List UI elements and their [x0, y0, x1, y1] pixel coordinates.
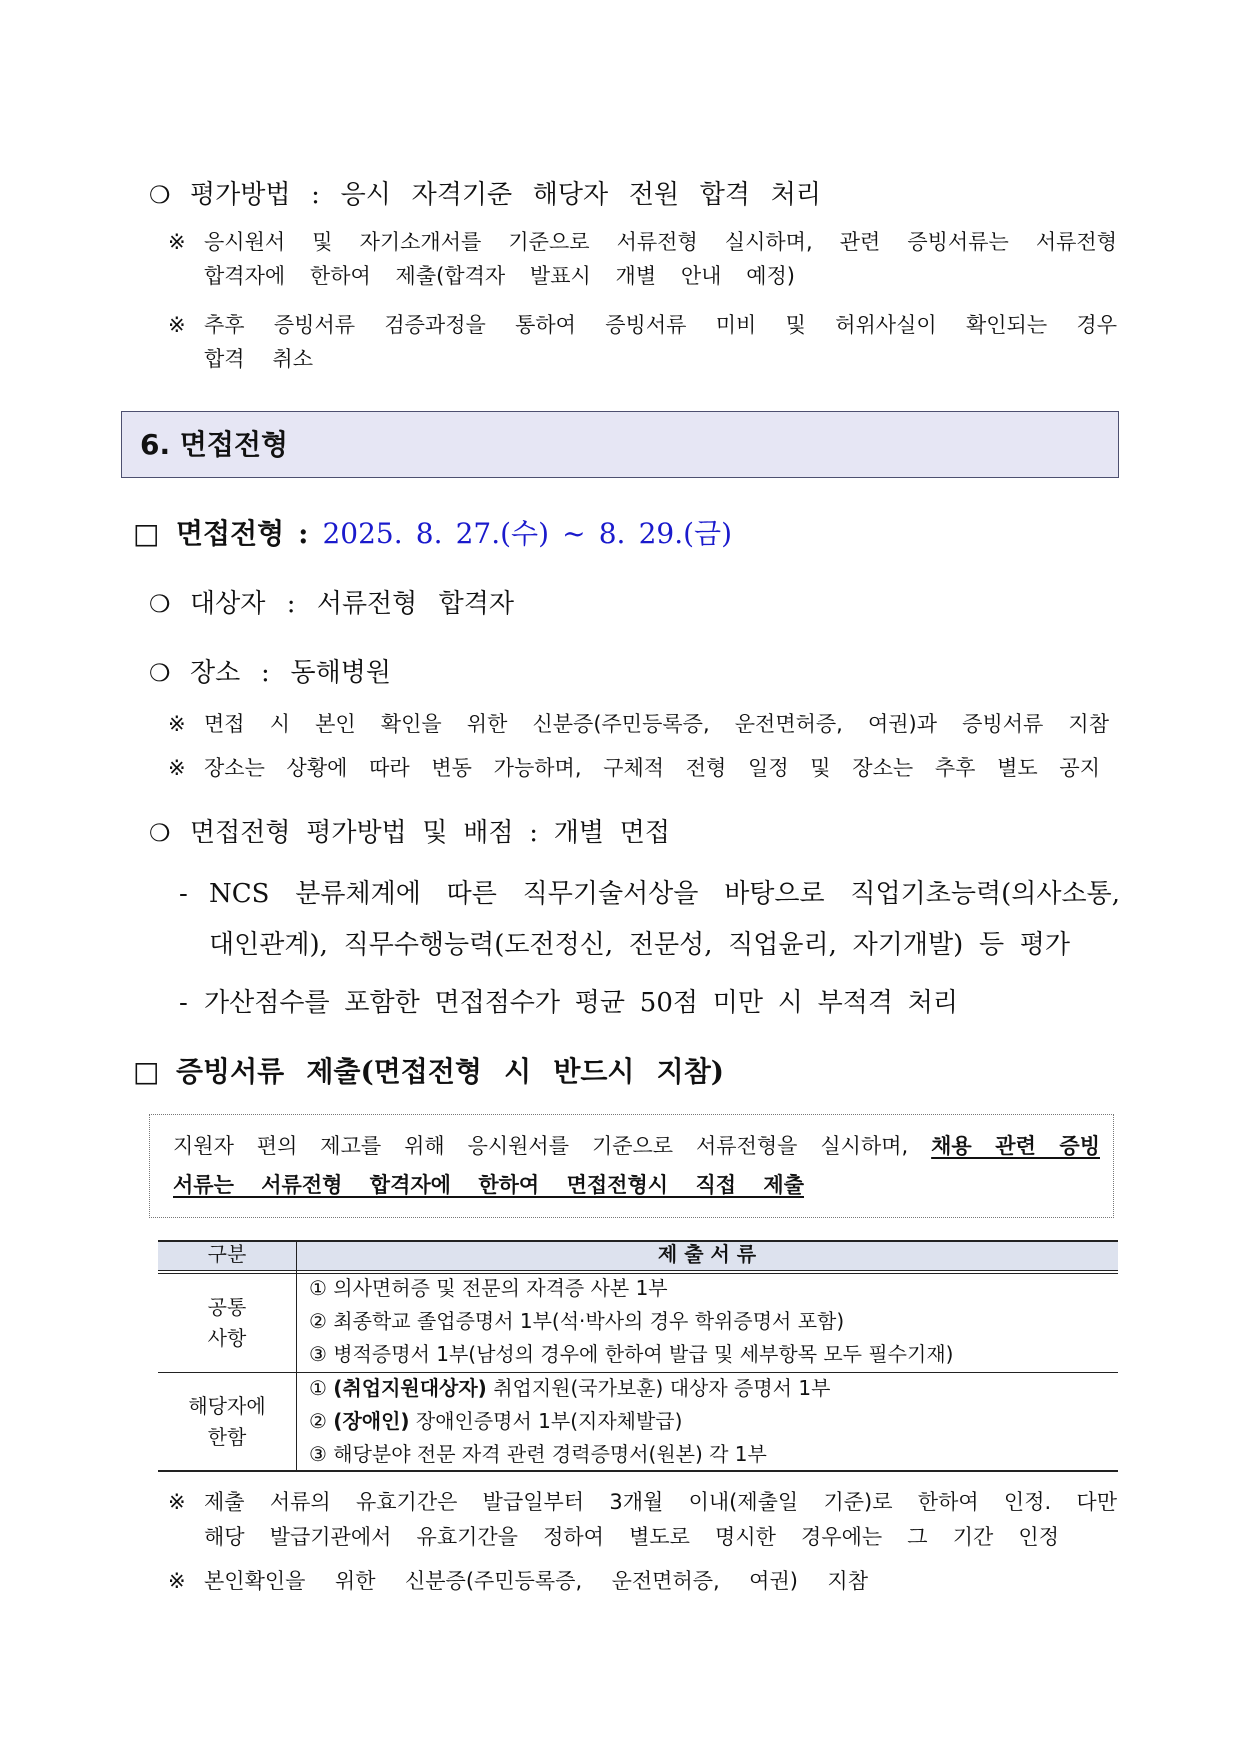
- circle-bullet-icon: ❍: [149, 659, 171, 687]
- square-bullet-icon: □: [133, 517, 160, 550]
- eval-method-text: 평가방법 : 응시 자격기준 해당자 전원 합격 처리: [190, 180, 821, 210]
- notice-line: [173, 1170, 804, 1200]
- method-text: 면접전형 평가방법 및 배점 : 개별 면접: [190, 818, 670, 848]
- section-header: [121, 411, 1119, 478]
- table-item: [309, 1372, 1109, 1405]
- footnote-line: 제출 서류의 유효기간은 발급일부터 3개월 이내(제출일 기준)로 한하여 인정. 다만: [204, 1490, 1117, 1514]
- category-line: 사항: [207, 1326, 247, 1350]
- table-item: [309, 1405, 1109, 1438]
- place-text: 장소 : 동해병원: [190, 658, 391, 688]
- notice-box: [149, 1114, 1114, 1218]
- table-header-category: 구분: [207, 1242, 247, 1266]
- place-note: 면접 시 본인 확인을 위한 신분증(주민등록증, 운전면허증, 여권)과 증빙서류 지참: [204, 712, 1109, 736]
- notice-line: [173, 1131, 1100, 1161]
- table-item: [309, 1338, 1109, 1371]
- item-bold-label: (장애인): [333, 1409, 410, 1433]
- table-row-category: [158, 1274, 296, 1372]
- table-column-divider: [296, 1242, 297, 1471]
- circle-bullet-icon: ❍: [149, 819, 171, 847]
- dash-bullet: -: [179, 988, 188, 1018]
- note-mark: ※: [168, 313, 186, 337]
- item-text: 취업지원(국가보훈) 대상자 증명서 1부: [493, 1376, 831, 1400]
- table-item: [309, 1438, 1109, 1471]
- item-bold-label: (취업지원대상자): [333, 1376, 487, 1400]
- table-bottom-rule: [158, 1470, 1118, 1472]
- item-number: ①: [309, 1276, 327, 1300]
- interview-schedule: [176, 517, 732, 551]
- interview-label: 면접전형 :: [176, 517, 309, 550]
- item-number: ②: [309, 1409, 327, 1433]
- table-row-items: [309, 1372, 1109, 1471]
- item-text: 의사면허증 및 전문의 자격증 사본 1부: [333, 1276, 668, 1300]
- eval-note-line: 합격자에 한하여 제출(합격자 발표시 개별 안내 예정): [204, 264, 795, 288]
- circle-bullet-icon: ❍: [149, 181, 171, 209]
- place-note: 장소는 상황에 따라 변동 가능하며, 구체적 전형 일정 및 장소는 추후 별도 공지: [204, 756, 1100, 780]
- target-text: 대상자 : 서류전형 합격자: [190, 589, 514, 619]
- item-number: ③: [309, 1442, 327, 1466]
- item-text: 최종학교 졸업증명서 1부(석·박사의 경우 학위증명서 포함): [333, 1309, 845, 1333]
- note-mark: ※: [168, 1490, 186, 1514]
- category-line: 한함: [207, 1424, 247, 1449]
- note-mark: ※: [168, 1569, 186, 1593]
- item-number: ②: [309, 1309, 327, 1333]
- note-mark: ※: [168, 712, 186, 736]
- footnote-line: 본인확인을 위한 신분증(주민등록증, 운전면허증, 여권) 지참: [204, 1569, 868, 1593]
- notice-plain-text: 지원자 편의 제고를 위해 응시원서를 기준으로 서류전형을 실시하며,: [173, 1134, 909, 1158]
- item-text: 해당분야 전문 자격 관련 경력증명서(원본) 각 1부: [333, 1442, 767, 1466]
- method-item-line: 대인관계), 직무수행능력(도전정신, 전문성, 직업윤리, 자기개발) 등 평가: [209, 930, 1070, 960]
- dash-bullet: -: [179, 879, 188, 909]
- section-title: 6. 면접전형: [140, 427, 289, 461]
- eval-note-line: 추후 증빙서류 검증과정을 통하여 증빙서류 미비 및 허위사실이 확인되는 경우: [204, 313, 1117, 337]
- notice-emphasis-text: 서류는 서류전형 합격자에 한하여 면접전형시 직접 제출: [173, 1173, 804, 1197]
- interview-date: 2025. 8. 27.(수) ~ 8. 29.(금): [322, 517, 733, 550]
- table-row-category: [158, 1373, 296, 1470]
- item-text: 장애인증명서 1부(지자체발급): [415, 1409, 683, 1433]
- note-mark: ※: [168, 756, 186, 780]
- square-bullet-icon: □: [133, 1055, 160, 1088]
- table-item: [309, 1272, 1109, 1305]
- category-line: 공통: [207, 1295, 247, 1319]
- category-line: 해당자에: [188, 1393, 266, 1418]
- method-item-line: NCS 분류체계에 따른 직무기술서상을 바탕으로 직업기초능력(의사소통,: [209, 879, 1120, 909]
- table-header-documents: 제 출 서 류: [657, 1242, 757, 1266]
- circle-bullet-icon: ❍: [149, 590, 171, 618]
- documents-table: [158, 1240, 1118, 1472]
- item-number: ③: [309, 1342, 327, 1366]
- eval-note-line: 응시원서 및 자기소개서를 기준으로 서류전형 실시하며, 관련 증빙서류는 서류전형: [204, 230, 1117, 254]
- item-text: 병적증명서 1부(남성의 경우에 한하여 발급 및 세부항목 모두 필수기재): [333, 1342, 954, 1366]
- table-item: [309, 1305, 1109, 1338]
- table-row-items: [309, 1272, 1109, 1371]
- documents-title: 증빙서류 제출(면접전형 시 반드시 지참): [176, 1055, 724, 1088]
- notice-emphasis-text: 채용 관련 증빙: [931, 1134, 1100, 1158]
- note-mark: ※: [168, 230, 186, 254]
- eval-note-line: 합격 취소: [204, 347, 313, 371]
- footnote-line: 해당 발급기관에서 유효기간을 정하여 별도로 명시한 경우에는 그 기간 인정: [204, 1525, 1059, 1549]
- method-item-line: 가산점수를 포함한 면접점수가 평균 50점 미만 시 부적격 처리: [204, 988, 958, 1018]
- item-number: ①: [309, 1376, 327, 1400]
